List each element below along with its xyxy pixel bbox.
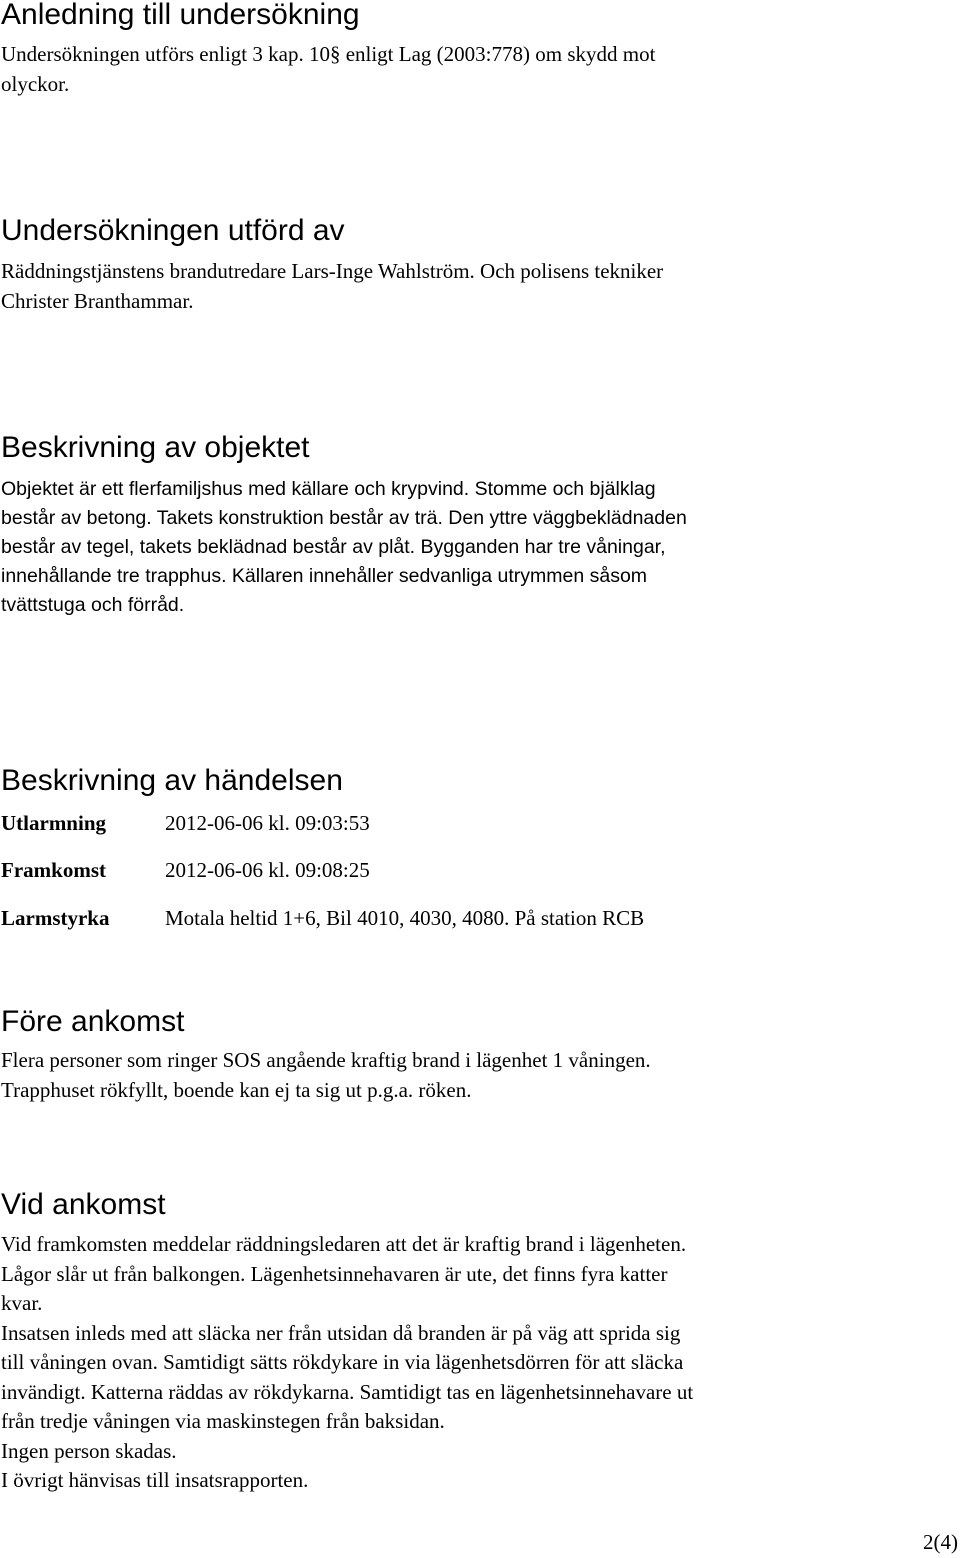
text-line: Christer Branthammar. bbox=[1, 288, 194, 313]
event-value: 2012-06-06 kl. 09:08:25 bbox=[165, 858, 370, 882]
text-line: Ingen person skadas. bbox=[1, 1438, 177, 1463]
page-number: 2(4) bbox=[923, 1530, 958, 1554]
text-line: tvättstuga och förråd. bbox=[1, 594, 185, 616]
text-line: Undersökningen utförs enligt 3 kap. 10§ enligt Lag (2003:778) om skydd mot bbox=[1, 42, 656, 66]
paragraph-objektet bbox=[1, 475, 687, 620]
text-line: Vid framkomsten meddelar räddningsledaren att det är kraftig brand i lägenheten. bbox=[1, 1232, 687, 1256]
heading-handelsen: Beskrivning av händelsen bbox=[1, 764, 343, 797]
event-label: Larmstyrka bbox=[1, 906, 110, 930]
text-line: Insatsen inleds med att släcka ner från utsidan då branden är på väg att sprida sig bbox=[1, 1320, 681, 1345]
heading-fore-ankomst: Före ankomst bbox=[1, 1005, 185, 1038]
text-line: kvar. bbox=[1, 1291, 43, 1315]
heading-anledning: Anledning till undersökning bbox=[1, 0, 360, 31]
paragraph-fore-ankomst bbox=[1, 1046, 651, 1105]
event-label: Utlarmning bbox=[1, 811, 106, 835]
text-line: Räddningstjänstens brandutredare Lars-Inge Wahlström. Och polisens tekniker bbox=[1, 259, 664, 283]
text-line: Lågor slår ut från balkongen. Lägenhetsinnehavaren är ute, det finns fyra katter bbox=[1, 1261, 668, 1286]
text-line: I övrigt hänvisas till insatsrapporten. bbox=[1, 1468, 309, 1492]
text-line: från tredje våningen via maskinstegen från baksidan. bbox=[1, 1409, 445, 1433]
text-line: Objektet är ett flerfamiljshus med källare och krypvind. Stomme och bjälklag bbox=[1, 478, 656, 500]
text-line: innehållande tre trapphus. Källaren innehåller sedvanliga utrymmen såsom bbox=[1, 565, 648, 587]
text-line: invändigt. Katterna räddas av rökdykarna. Samtidigt tas en lägenhetsinnehavare ut bbox=[1, 1379, 694, 1404]
text-line: olyckor. bbox=[1, 71, 70, 96]
paragraph-anledning bbox=[1, 40, 655, 99]
text-line: består av tegel, takets beklädnad består av plåt. Bygganden har tre våningar, bbox=[1, 536, 666, 558]
text-line: Trapphuset rökfyllt, boende kan ej ta sig ut p.g.a. röken. bbox=[1, 1077, 472, 1102]
heading-utford-av: Undersökningen utförd av bbox=[1, 214, 345, 247]
paragraph-vid-ankomst bbox=[1, 1230, 693, 1496]
paragraph-utford-av bbox=[1, 257, 663, 316]
text-line: består av betong. Takets konstruktion består av trä. Den yttre väggbeklädnaden bbox=[1, 507, 687, 529]
event-value: 2012-06-06 kl. 09:03:53 bbox=[165, 811, 370, 835]
text-line: Flera personer som ringer SOS angående kraftig brand i lägenhet 1 våningen. bbox=[1, 1048, 651, 1072]
text-line: till våningen ovan. Samtidigt sätts rökdykare in via lägenhetsdörren för att släcka bbox=[1, 1350, 684, 1374]
heading-vid-ankomst: Vid ankomst bbox=[1, 1188, 166, 1221]
event-value: Motala heltid 1+6, Bil 4010, 4030, 4080. På station RCB bbox=[165, 906, 645, 930]
event-label: Framkomst bbox=[1, 858, 106, 882]
heading-objektet: Beskrivning av objektet bbox=[1, 431, 310, 464]
